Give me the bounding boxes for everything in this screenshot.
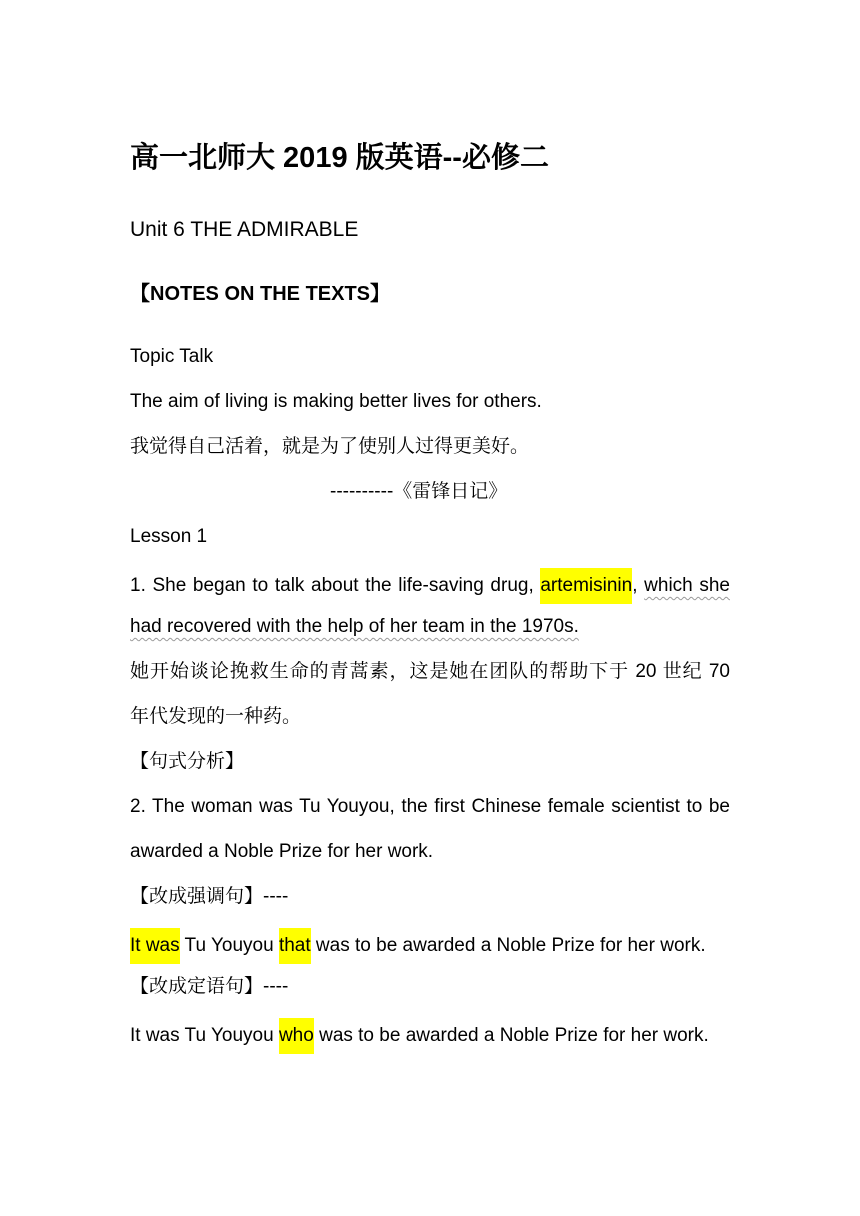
item1-text-a: 1. She began to talk about the life-saving drug, bbox=[130, 575, 541, 596]
item1-line1 bbox=[130, 568, 730, 604]
wavy-underline-text: which she bbox=[644, 575, 730, 596]
highlight-artemisinin: artemisinin bbox=[540, 568, 632, 604]
emphatic-mid: Tu Youyou bbox=[179, 935, 279, 956]
item1-text-b: , bbox=[632, 575, 645, 596]
document-title: 高一北师大 2019 版英语--必修二 bbox=[130, 142, 549, 174]
unit-title: Unit 6 THE ADMIRABLE bbox=[130, 218, 359, 241]
emphatic-label: 【改成强调句】---- bbox=[130, 886, 289, 907]
quote-chinese: 我觉得自己活着，就是为了使别人过得更美好。 bbox=[130, 436, 530, 457]
quote-english: The aim of living is making better lives for others. bbox=[130, 391, 542, 412]
highlight-who: who bbox=[279, 1018, 314, 1054]
item1-line2: had recovered with the help of her team in the 1970s. bbox=[130, 616, 579, 637]
relative-pre: It was Tu Youyou bbox=[130, 1025, 279, 1046]
emphatic-sentence bbox=[130, 928, 706, 964]
item1-translation-line1: 她开始谈论挽救生命的青蒿素，这是她在团队的帮助下于 20 世纪 70 bbox=[130, 661, 730, 682]
highlight-that: that bbox=[279, 928, 311, 964]
item2-line1: 2. The woman was Tu Youyou, the first Chinese female scientist to be bbox=[130, 796, 730, 817]
highlight-it-was: It was bbox=[130, 928, 180, 964]
relative-label: 【改成定语句】---- bbox=[130, 976, 289, 997]
lesson-heading: Lesson 1 bbox=[130, 526, 208, 547]
topic-talk-heading: Topic Talk bbox=[130, 346, 214, 367]
emphatic-rest: was to be awarded a Noble Prize for her work. bbox=[310, 935, 706, 956]
relative-sentence bbox=[130, 1018, 709, 1054]
sentence-analysis-label: 【句式分析】 bbox=[130, 751, 245, 772]
item1-translation-line2: 年代发现的一种药。 bbox=[130, 706, 302, 727]
section-heading: 【NOTES ON THE TEXTS】 bbox=[130, 283, 391, 305]
item2-line2: awarded a Noble Prize for her work. bbox=[130, 841, 434, 862]
relative-rest: was to be awarded a Noble Prize for her work. bbox=[313, 1025, 709, 1046]
quote-source: ----------《雷锋日记》 bbox=[330, 481, 508, 502]
